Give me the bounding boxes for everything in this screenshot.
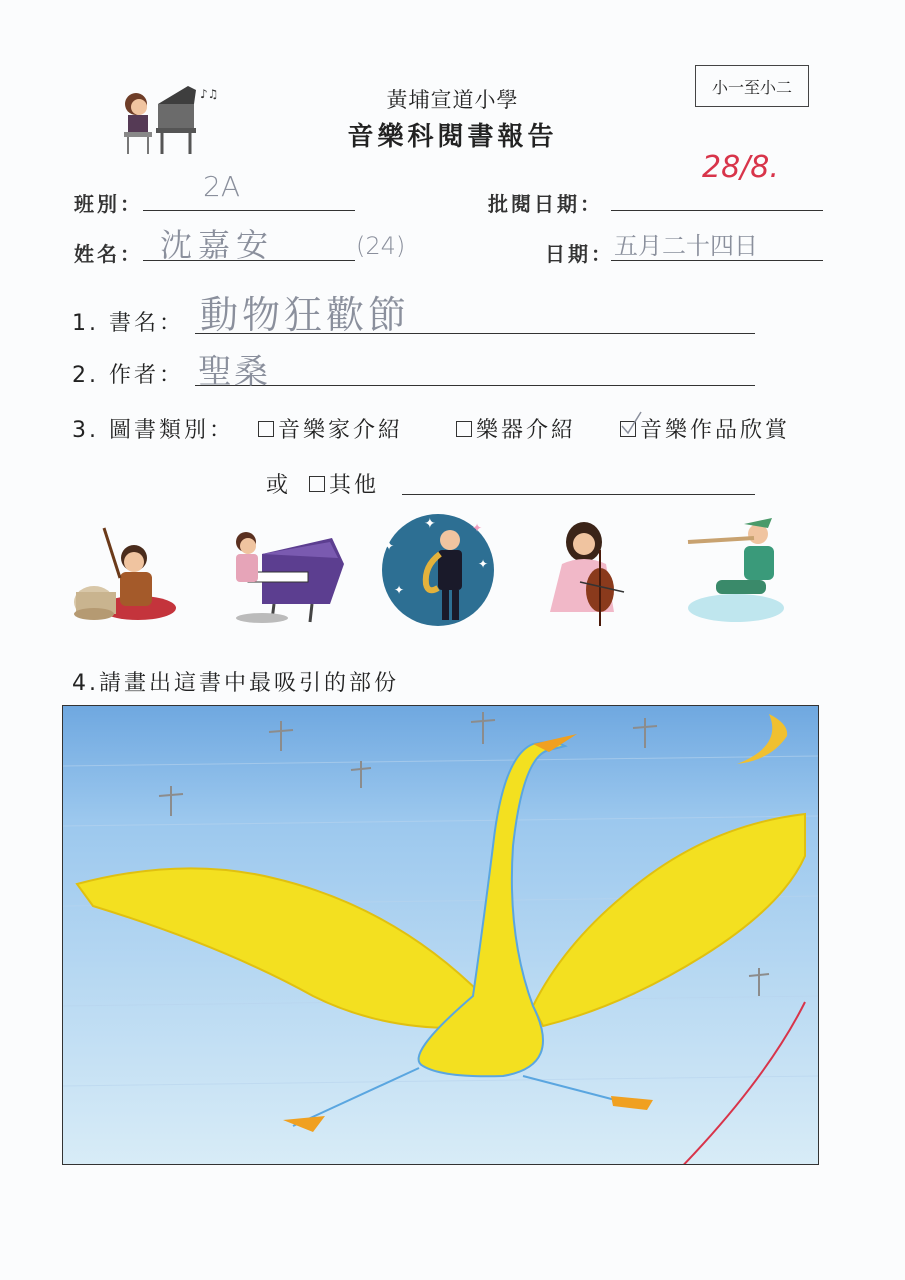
category-or-label: 或: [266, 473, 292, 498]
category-label: 3. 圖書類別：: [72, 418, 234, 443]
pianist-illustration: [222, 514, 346, 626]
saxophonist-illustration: [380, 510, 498, 628]
checkbox-unchecked-icon: [258, 421, 274, 437]
svg-text:♪♫: ♪♫: [200, 87, 219, 101]
drawing-prompt: 4.請畫出這書中最吸引的部份: [72, 671, 399, 696]
class-line: [143, 210, 355, 211]
flutist-illustration: [686, 514, 788, 626]
name-label: 姓名：: [74, 242, 143, 266]
category-option-label: 音樂家介紹: [278, 418, 404, 443]
svg-text:✦: ✦: [424, 516, 436, 532]
review-date-label: 批閱日期：: [488, 192, 603, 216]
author-label: 2. 作者：: [72, 363, 184, 388]
swan-crayon-drawing: [63, 706, 819, 1165]
category-option-label: 其他: [329, 473, 380, 498]
svg-text:✦: ✦: [384, 539, 395, 553]
svg-text:✦: ✦: [478, 557, 489, 571]
grade-range-text: 小一至小二: [711, 77, 792, 97]
student-number: (24): [356, 232, 406, 260]
review-date-value: 28/8.: [702, 150, 779, 185]
category-option-works[interactable]: [620, 413, 790, 444]
svg-text:✦: ✦: [394, 583, 405, 597]
date-label: 日期：: [545, 242, 614, 266]
category-option-label: 音樂作品欣賞: [640, 418, 791, 443]
category-option-instrument[interactable]: [456, 413, 576, 444]
checkbox-unchecked-icon: [309, 476, 325, 492]
book-title-label: 1. 書名：: [72, 311, 184, 336]
drawing-area: [62, 705, 819, 1165]
date-value: 五月二十四日: [614, 232, 758, 260]
category-option-other[interactable]: [309, 468, 379, 499]
book-title-answer: 動物狂歡節: [200, 293, 411, 337]
review-date-line: [611, 210, 823, 211]
class-label: 班別：: [74, 192, 143, 216]
svg-text:✦: ✦: [472, 521, 483, 535]
cellist-illustration: [540, 520, 636, 630]
name-value: 沈嘉安: [160, 226, 275, 264]
category-option-label: 樂器介紹: [476, 418, 577, 443]
report-title: 音樂科閱書報告: [347, 122, 558, 152]
author-answer: 聖桑: [198, 352, 270, 392]
school-name: 黃埔宣道小學: [386, 88, 519, 112]
checkbox-unchecked-icon: [456, 421, 472, 437]
drummer-illustration: [68, 520, 180, 630]
class-value: 2A: [203, 170, 240, 203]
author-line: [195, 385, 755, 386]
category-other-line: [402, 494, 755, 495]
category-option-musician[interactable]: [258, 413, 403, 444]
checkbox-checked-icon: [620, 421, 636, 437]
